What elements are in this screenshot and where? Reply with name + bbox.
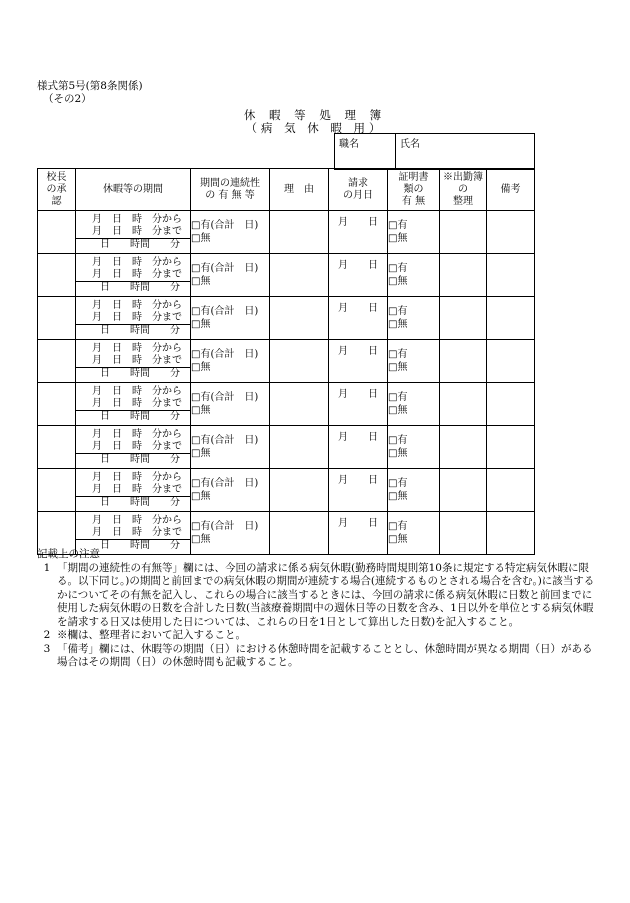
cert-yes-checkbox[interactable]: □有 — [388, 392, 408, 403]
reason-cell[interactable] — [270, 469, 329, 512]
request-date-cell[interactable]: 月 日 — [329, 254, 388, 297]
note-number: 3 — [43, 642, 51, 655]
position-label: 職名 — [339, 139, 359, 150]
period-total: 日 時間 分 — [76, 238, 190, 251]
remarks-cell[interactable] — [487, 340, 535, 383]
period-to: 月 日 時 分まで — [92, 483, 182, 495]
cert-no-checkbox[interactable]: □無 — [388, 233, 408, 244]
attendance-cell[interactable] — [440, 383, 487, 426]
table-row — [38, 383, 535, 426]
continuity-yes-checkbox[interactable]: □有(合計 日) — [191, 521, 259, 532]
table-row — [38, 211, 535, 254]
table-row — [38, 340, 535, 383]
cert-yes-checkbox[interactable]: □有 — [388, 435, 408, 446]
certificate-cell[interactable] — [388, 340, 440, 383]
attendance-cell[interactable] — [440, 254, 487, 297]
period-total: 日 時間 分 — [76, 410, 190, 423]
header-fields-table — [334, 133, 535, 170]
period-to: 月 日 時 分まで — [92, 311, 182, 323]
principal-approval-cell[interactable] — [38, 469, 76, 512]
period-from: 月 日 時 分から — [92, 471, 182, 483]
continuity-yes-checkbox[interactable]: □有(合計 日) — [191, 392, 259, 403]
continuity-no-checkbox[interactable]: □無 — [191, 362, 211, 373]
continuity-cell[interactable] — [191, 469, 270, 512]
leave-period-cell[interactable] — [76, 426, 191, 469]
request-date-cell[interactable]: 月 日 — [329, 297, 388, 340]
continuity-no-checkbox[interactable]: □無 — [191, 276, 211, 287]
cert-yes-checkbox[interactable]: □有 — [388, 220, 408, 231]
form-number: 様式第5号(第8条関係) — [37, 80, 143, 92]
period-from: 月 日 時 分から — [92, 256, 182, 268]
cert-no-checkbox[interactable]: □無 — [388, 405, 408, 416]
period-to: 月 日 時 分まで — [92, 225, 182, 237]
cert-yes-checkbox[interactable]: □有 — [388, 349, 408, 360]
reason-cell[interactable] — [270, 426, 329, 469]
cert-yes-checkbox[interactable]: □有 — [388, 306, 408, 317]
continuity-no-checkbox[interactable]: □無 — [191, 534, 211, 545]
remarks-cell[interactable] — [487, 211, 535, 254]
leave-period-cell[interactable] — [76, 254, 191, 297]
cert-no-checkbox[interactable]: □無 — [388, 448, 408, 459]
form-title: 休 暇 等 処 理 簿 — [243, 108, 387, 122]
period-total: 日 時間 分 — [76, 367, 190, 380]
remarks-cell[interactable] — [487, 254, 535, 297]
period-from: 月 日 時 分から — [92, 428, 182, 440]
reason-cell[interactable] — [270, 340, 329, 383]
cert-no-checkbox[interactable]: □無 — [388, 276, 408, 287]
notes-heading: 記載上の注意 — [37, 548, 100, 560]
continuity-yes-checkbox[interactable]: □有(合計 日) — [191, 478, 259, 489]
leave-record-table — [37, 168, 535, 555]
request-date-cell[interactable]: 月 日 — [329, 340, 388, 383]
leave-period-cell[interactable] — [76, 469, 191, 512]
principal-approval-cell[interactable] — [38, 211, 76, 254]
certificate-cell[interactable] — [388, 426, 440, 469]
continuity-cell[interactable] — [191, 211, 270, 254]
continuity-cell[interactable] — [191, 383, 270, 426]
continuity-cell[interactable] — [191, 254, 270, 297]
col-reason: 理 由 — [270, 169, 329, 211]
note-text: 「期間の連続性の有無等」欄には、今回の請求に係る病気休暇(勤務時間規則第10条に規定する特定病気休暇に限る。以下同じ。)の期間と前回までの病気休暇の期間が連続する場合(連続するものとされる場合を含む。)に該当するかについてその有無を記入し、これらの場合に該当するときには、今回の請求に係る病気休暇に日数と前回までに使用した病気休暇の日数を合計した日数(当該療養期間中の週休日等の日数を含み、1日以外を単位とする病気休暇を請求する日又は使用した日については、これらの日を1日として算出した日数)を記入すること。 — [57, 561, 595, 628]
remarks-cell[interactable] — [487, 383, 535, 426]
principal-approval-cell[interactable] — [38, 340, 76, 383]
reason-cell[interactable] — [270, 211, 329, 254]
note-item — [37, 629, 597, 643]
principal-approval-cell[interactable] — [38, 254, 76, 297]
continuity-yes-checkbox[interactable]: □有(合計 日) — [191, 263, 259, 274]
period-to: 月 日 時 分まで — [92, 268, 182, 280]
attendance-cell[interactable] — [440, 211, 487, 254]
request-date-cell[interactable]: 月 日 — [329, 383, 388, 426]
cert-no-checkbox[interactable]: □無 — [388, 491, 408, 502]
period-from: 月 日 時 分から — [92, 385, 182, 397]
principal-approval-cell[interactable] — [38, 426, 76, 469]
period-to: 月 日 時 分まで — [92, 526, 182, 538]
form-subnumber: （その2） — [43, 93, 92, 105]
period-from: 月 日 時 分から — [92, 213, 182, 225]
note-number: 2 — [43, 629, 51, 641]
continuity-no-checkbox[interactable]: □無 — [191, 405, 211, 416]
period-to: 月 日 時 分まで — [92, 397, 182, 409]
note-item — [37, 643, 597, 670]
cert-yes-checkbox[interactable]: □有 — [388, 478, 408, 489]
continuity-no-checkbox[interactable]: □無 — [191, 233, 211, 244]
remarks-cell[interactable] — [487, 297, 535, 340]
request-date-cell[interactable]: 月 日 — [329, 426, 388, 469]
col-attendance: ※出勤簿の 整理 — [440, 169, 487, 211]
cert-no-checkbox[interactable]: □無 — [388, 319, 408, 330]
cert-yes-checkbox[interactable]: □有 — [388, 263, 408, 274]
reason-cell[interactable] — [270, 297, 329, 340]
continuity-cell[interactable] — [191, 340, 270, 383]
table-row — [38, 254, 535, 297]
principal-approval-cell[interactable] — [38, 297, 76, 340]
period-to: 月 日 時 分まで — [92, 440, 182, 452]
table-row — [38, 297, 535, 340]
cert-yes-checkbox[interactable]: □有 — [388, 521, 408, 532]
request-date-cell[interactable]: 月 日 — [329, 211, 388, 254]
certificate-cell[interactable] — [388, 211, 440, 254]
request-date-cell[interactable]: 月 日 — [329, 469, 388, 512]
col-request-date: 請求 の月日 — [329, 169, 388, 211]
leave-period-cell[interactable] — [76, 297, 191, 340]
name-label: 氏名 — [400, 139, 420, 150]
table-header-row — [38, 169, 535, 211]
form-subtitle: （病 気 休 暇 用） — [245, 121, 385, 135]
reason-cell[interactable] — [270, 254, 329, 297]
certificate-cell[interactable] — [388, 469, 440, 512]
col-certificate: 証明書 類の 有 無 — [388, 169, 440, 211]
col-remarks: 備考 — [487, 169, 535, 211]
certificate-cell[interactable] — [388, 254, 440, 297]
name-field[interactable] — [396, 134, 535, 170]
leave-period-cell[interactable] — [76, 383, 191, 426]
col-principal-approval: 校長の承認 — [38, 169, 76, 211]
attendance-cell[interactable] — [440, 426, 487, 469]
note-item — [37, 562, 597, 630]
request-date-cell[interactable]: 月 日 — [329, 512, 388, 555]
reason-cell[interactable] — [270, 383, 329, 426]
continuity-yes-checkbox[interactable]: □有(合計 日) — [191, 435, 259, 446]
continuity-yes-checkbox[interactable]: □有(合計 日) — [191, 349, 259, 360]
remarks-cell[interactable] — [487, 426, 535, 469]
attendance-cell[interactable] — [440, 469, 487, 512]
continuity-cell[interactable] — [191, 426, 270, 469]
certificate-cell[interactable] — [388, 383, 440, 426]
leave-period-cell[interactable] — [76, 340, 191, 383]
notes-section — [37, 548, 597, 670]
period-total: 日 時間 分 — [76, 496, 190, 509]
col-leave-period: 休暇等の期間 — [76, 169, 191, 211]
continuity-yes-checkbox[interactable]: □有(合計 日) — [191, 306, 259, 317]
leave-period-cell[interactable] — [76, 211, 191, 254]
continuity-no-checkbox[interactable]: □無 — [191, 319, 211, 330]
period-from: 月 日 時 分から — [92, 299, 182, 311]
attendance-cell[interactable] — [440, 297, 487, 340]
position-field[interactable] — [335, 134, 396, 170]
note-text: ※欄は、整理者において記入すること。 — [57, 629, 246, 641]
note-number: 1 — [43, 561, 51, 574]
cert-no-checkbox[interactable]: □無 — [388, 362, 408, 373]
continuity-yes-checkbox[interactable]: □有(合計 日) — [191, 220, 259, 231]
period-total: 日 時間 分 — [76, 539, 190, 552]
continuity-cell[interactable] — [191, 297, 270, 340]
period-total: 日 時間 分 — [76, 453, 190, 466]
principal-approval-cell[interactable] — [38, 383, 76, 426]
continuity-no-checkbox[interactable]: □無 — [191, 491, 211, 502]
cert-no-checkbox[interactable]: □無 — [388, 534, 408, 545]
remarks-cell[interactable] — [487, 469, 535, 512]
col-continuity: 期間の連続性 の 有 無 等 — [191, 169, 270, 211]
period-total: 日 時間 分 — [76, 324, 190, 337]
period-from: 月 日 時 分から — [92, 514, 182, 526]
table-row — [38, 469, 535, 512]
period-total: 日 時間 分 — [76, 281, 190, 294]
period-from: 月 日 時 分から — [92, 342, 182, 354]
continuity-no-checkbox[interactable]: □無 — [191, 448, 211, 459]
table-row — [38, 426, 535, 469]
note-text: 「備考」欄には、休暇等の期間（日）における休憩時間を記載することとし、休憩時間が異なる期間（日）がある場合はその期間（日）の休憩時間も記載すること。 — [57, 642, 593, 668]
attendance-cell[interactable] — [440, 340, 487, 383]
period-to: 月 日 時 分まで — [92, 354, 182, 366]
certificate-cell[interactable] — [388, 297, 440, 340]
